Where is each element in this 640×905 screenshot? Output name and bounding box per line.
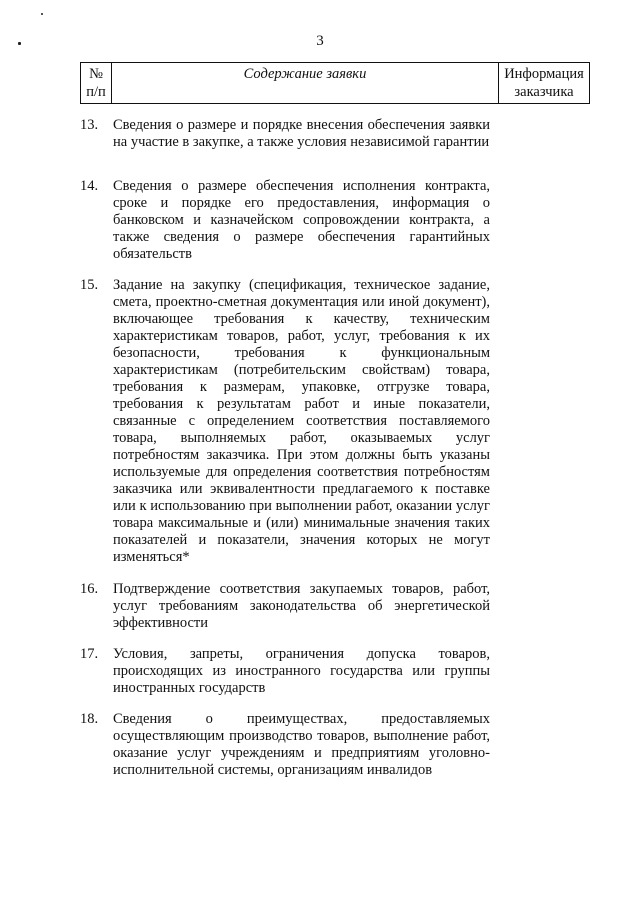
header-content-column — [112, 63, 499, 104]
header-info-column — [499, 63, 590, 104]
item-text: Сведения о размере обеспечения исполнения контракта, сроке и порядке его предоставления, информация о банковском и казначейском сопровождении контракта, а также сведения о размере обеспечения гарантийных обязательств — [113, 178, 490, 262]
list-item-14 — [80, 178, 490, 263]
item-number: 18. — [80, 711, 99, 727]
header-info-label: Информация — [504, 66, 584, 82]
header-number-sublabel: п/п — [86, 84, 106, 100]
scan-mark — [41, 13, 43, 15]
item-text: Условия, запреты, ограничения допуска товаров, происходящих из иностранного государства или группы иностранных государств — [113, 646, 490, 696]
list-item-16 — [80, 581, 490, 632]
list-item-13 — [80, 117, 490, 151]
table-header — [80, 62, 590, 104]
page-number: 3 — [316, 33, 324, 49]
item-number: 17. — [80, 646, 99, 662]
header-info-sublabel: заказчика — [514, 84, 574, 100]
item-number: 16. — [80, 581, 99, 597]
list-item-18 — [80, 711, 490, 779]
list-item-17 — [80, 646, 490, 697]
item-text: Подтверждение соответствия закупаемых товаров, работ, услуг требованиям законодательства об энергетической эффективности — [113, 581, 490, 631]
item-number: 15. — [80, 277, 99, 293]
item-text: Задание на закупку (спецификация, техническое задание, смета, проектно-сметная документация или иной документ), включающее требования к качеству, техническим характеристикам товаров, работ, услуг, требования к их безопасности, требования к функциональным характеристикам (потребительским свойствам) товара, требования к размерам, упаковке, отгрузке товара, требования к результатам работ и иные показатели, связанные с определением соответствия поставляемого товара, выполняемых работ, оказываемых услуг потребностям заказчика. При этом должны быть указаны используемые для определения соответствия потребностям заказчика или эквивалентности предлагаемого к поставке или к использованию при выполнении работ, оказании услуг товара максимальные и (или) минимальные значения таких показателей и показатели, значения которых не могут изменяться* — [113, 277, 490, 565]
header-content-label: Содержание заявки — [243, 66, 367, 82]
header-number-column — [81, 63, 112, 104]
item-number: 13. — [80, 117, 99, 133]
list-item-15 — [80, 277, 490, 566]
item-number: 14. — [80, 178, 99, 194]
item-text: Сведения о преимуществах, предоставляемых осуществляющим производство товаров, выполнение работ, оказание услуг учреждениям и предприятиям уголовно-исполнительной системы, организациям инвалидов — [113, 711, 490, 778]
header-number-label: № — [89, 66, 103, 82]
item-text: Сведения о размере и порядке внесения обеспечения заявки на участие в закупке, а также условия независимой гарантии — [113, 117, 490, 150]
